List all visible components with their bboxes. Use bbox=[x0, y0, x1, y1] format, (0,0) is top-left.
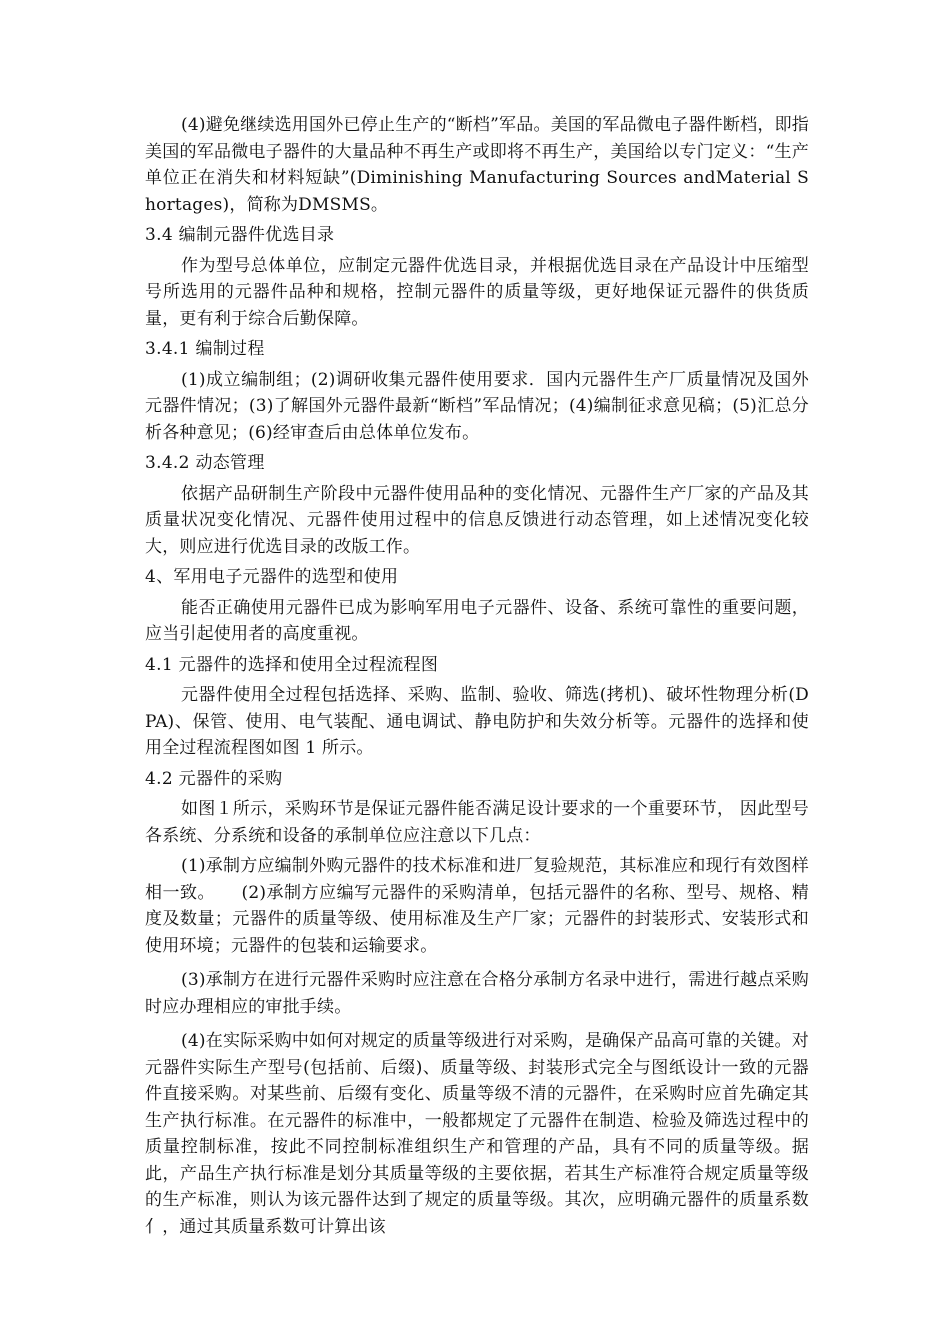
paragraph-procurement-intro: 如图１所示，采购环节是保证元器件能否满足设计要求的一个重要环节， 因此型号各系统、分系统和设备的承制单位应注意以下几点： bbox=[145, 799, 809, 846]
heading-4-2: 4.2 元器件的采购 bbox=[145, 768, 283, 789]
heading-3-4-2: 3.4.2 动态管理 bbox=[145, 453, 265, 473]
document-body bbox=[145, 112, 809, 1244]
heading-3-4-1: 3.4.1 编制过程 bbox=[145, 339, 265, 359]
paragraph-compile-process: (1)成立编制组；(2)调研收集元器件使用要求．国内元器件生产厂质量情况及国外元器件情况；(3)了解国外元器件最新“断档”军品情况；(4)编制征求意见稿；(5)汇总分析各种意见；(6)经审查后由总体单位发布。 bbox=[145, 369, 809, 443]
paragraph-full-process: 元器件使用全过程包括选择、采购、监制、验收、筛选(拷机)、破坏性物理分析(DPA)、保管、使用、电气装配、通电调试、静电防护和失效分析等。元器件的选择和使用全过程流程图如图 1 所示。 bbox=[145, 685, 809, 758]
heading-4-1: 4.1 元器件的选择和使用全过程流程图 bbox=[145, 654, 439, 675]
heading-3-4: 3.4 编制元器件优选目录 bbox=[145, 225, 335, 245]
paragraph-correct-use: 能否正确使用元器件已成为影响军用电子元器件、设备、系统可靠性的重要问题，应当引起使用者的高度重视。 bbox=[145, 597, 809, 644]
heading-4: 4、军用电子元器件的选型和使用 bbox=[145, 567, 399, 587]
paragraph-dynamic-management: 依据产品研制生产阶段中元器件使用品种的变化情况、元器件生产厂家的产品及其质量状况变化情况、元器件使用过程中的信息反馈进行动态管理，如上述情况变化较大，则应进行优选目录的改版工作。 bbox=[145, 483, 809, 557]
paragraph-procurement-1-2: (1)承制方应编制外购元器件的技术标准和进厂复验规范，其标准应和现行有效图样相一致。 (2)承制方应编写元器件的采购清单，包括元器件的名称、型号、规格、精度及数量；元器件的质量等级、使用标准及生产厂家；元器件的封装形式、安装形式和使用环境；元器件的包装和运输要求。 bbox=[145, 856, 809, 956]
paragraph-procurement-3: (3)承制方在进行元器件采购时应注意在合格分承制方名录中进行，需进行越点采购时应办理相应的审批手续。 bbox=[145, 970, 809, 1017]
paragraph-dmsms: (4)避免继续选用国外已停止生产的“断档”军品。美国的军品微电子器件断档，即指美国的军品微电子器件的大量品种不再生产或即将不再生产，美国给以专门定义：“生产单位正在消失和材料短缺”(Diminishing Manufacturing Sources andMaterial Shortages)，简称为DMSMS。 bbox=[145, 115, 809, 215]
paragraph-preferred-list: 作为型号总体单位，应制定元器件优选目录，并根据优选目录在产品设计中压缩型号所选用的元器件品种和规格，控制元器件的质量等级，更好地保证元器件的供货质量，更有利于综合后勤保障。 bbox=[145, 255, 809, 329]
paragraph-procurement-4: (4)在实际采购中如何对规定的质量等级进行对采购，是确保产品高可靠的关键。对元器件实际生产型号(包括前、后缀)、质量等级、封装形式完全与图纸设计一致的元器件直接采购。对某些前、后缀有变化、质量等级不清的元器件，在采购时应首先确定其生产执行标准。在元器件的标准中，一般都规定了元器件在制造、检验及筛选过程中的质量控制标准，按此不同控制标准组织生产和管理的产品，具有不同的质量等级。据此，产品生产执行标准是划分其质量等级的主要依据，若其生产标准符合规定质量等级的生产标准，则认为该元器件达到了规定的质量等级。其次，应明确元器件的质量系数亻，通过其质量系数可计算出该 bbox=[145, 1031, 809, 1237]
